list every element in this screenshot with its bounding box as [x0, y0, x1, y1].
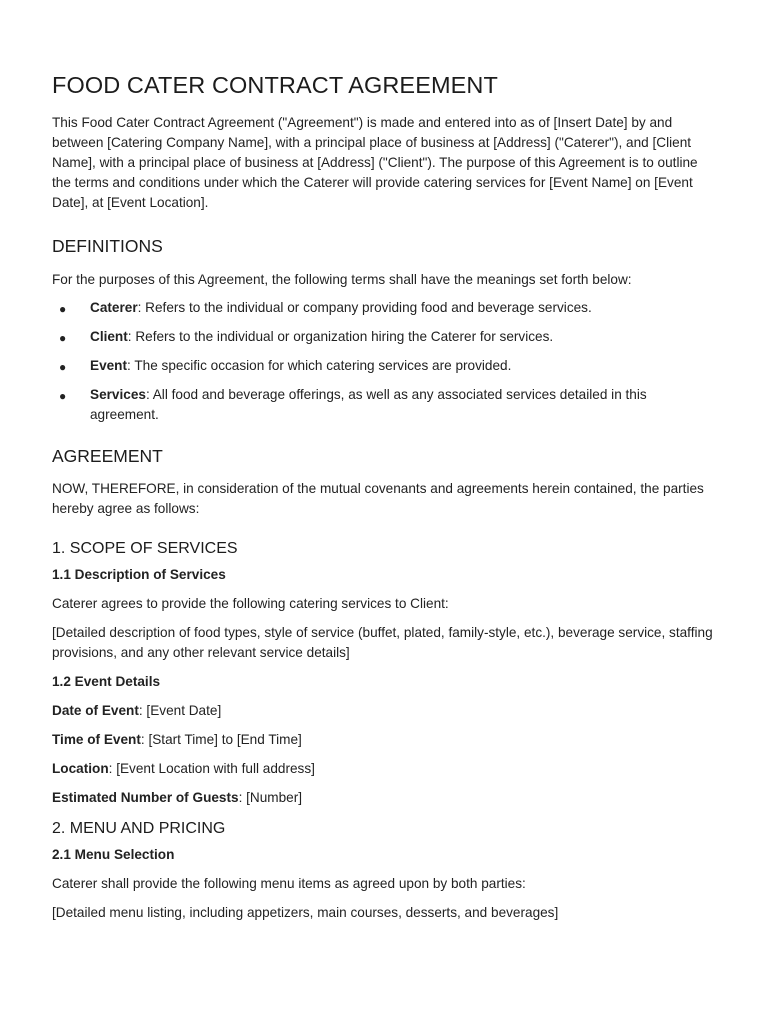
- list-item: [52, 327, 718, 347]
- field-value: : [Event Date]: [138, 703, 222, 718]
- event-details-subheading: 1.2 Event Details: [52, 674, 161, 689]
- menu-selection-subheading: 2.1 Menu Selection: [52, 847, 175, 862]
- agreement-paragraph: NOW, THEREFORE, in consideration of the mutual covenants and agreements herein contained, the parties hereby agree as follows:: [52, 481, 704, 516]
- list-item: [52, 356, 718, 376]
- scope-heading: 1. SCOPE OF SERVICES: [52, 540, 238, 557]
- menu-text: Caterer shall provide the following menu items as agreed upon by both parties:: [52, 876, 526, 891]
- field-label: Time of Event: [52, 732, 141, 747]
- guests-field: [52, 788, 718, 808]
- menu-detail: [Detailed menu listing, including appetizers, main courses, desserts, and beverages]: [52, 905, 559, 920]
- agreement-heading: AGREEMENT: [52, 446, 163, 466]
- definition-text: : Refers to the individual or organization hiring the Caterer for services.: [127, 329, 554, 344]
- bullet-icon: ●: [59, 302, 67, 316]
- definitions-list: [52, 298, 718, 425]
- definition-text: : All food and beverage offerings, as well as any associated services detailed in this agreement.: [90, 387, 647, 422]
- list-item: [52, 385, 718, 425]
- location-field: [52, 759, 718, 779]
- field-value: : [Number]: [238, 790, 303, 805]
- list-item: [52, 298, 718, 318]
- intro-paragraph: This Food Cater Contract Agreement ("Agreement") is made and entered into as of [Insert Date] by and between [Catering Company Name], with a principal place of business at [Address] ("Caterer"), and [Client Name], with a principal place of business at [Address] ("Client"). The purpose of this Agreement is to outline the terms and conditions under which the Caterer will provide catering services for [Event Name] on [Event Date], at [Event Location].: [52, 115, 698, 210]
- field-label: Location: [52, 761, 109, 776]
- definition-text: : The specific occasion for which catering services are provided.: [127, 358, 512, 373]
- definition-text: : Refers to the individual or company providing food and beverage services.: [137, 300, 592, 315]
- definition-term: Client: [90, 329, 128, 344]
- event-date-field: [52, 701, 718, 721]
- description-subheading: 1.1 Description of Services: [52, 567, 226, 582]
- document-title: FOOD CATER CONTRACT AGREEMENT: [52, 72, 498, 98]
- definitions-heading: DEFINITIONS: [52, 236, 163, 256]
- definition-term: Event: [90, 358, 128, 373]
- field-label: Date of Event: [52, 703, 139, 718]
- bullet-icon: ●: [59, 389, 67, 403]
- field-value: : [Start Time] to [End Time]: [140, 732, 302, 747]
- field-value: : [Event Location with full address]: [108, 761, 315, 776]
- definition-term: Services: [90, 387, 146, 402]
- field-label: Estimated Number of Guests: [52, 790, 239, 805]
- menu-heading: 2. MENU AND PRICING: [52, 820, 226, 837]
- description-text: Caterer agrees to provide the following catering services to Client:: [52, 596, 449, 611]
- bullet-icon: ●: [59, 331, 67, 345]
- event-time-field: [52, 730, 718, 750]
- description-detail: [Detailed description of food types, style of service (buffet, plated, family-style, etc.), beverage service, staffing provisions, and any other relevant service details]: [52, 625, 713, 660]
- definition-term: Caterer: [90, 300, 138, 315]
- bullet-icon: ●: [59, 360, 67, 374]
- definitions-lead: For the purposes of this Agreement, the following terms shall have the meanings set forth below:: [52, 272, 632, 287]
